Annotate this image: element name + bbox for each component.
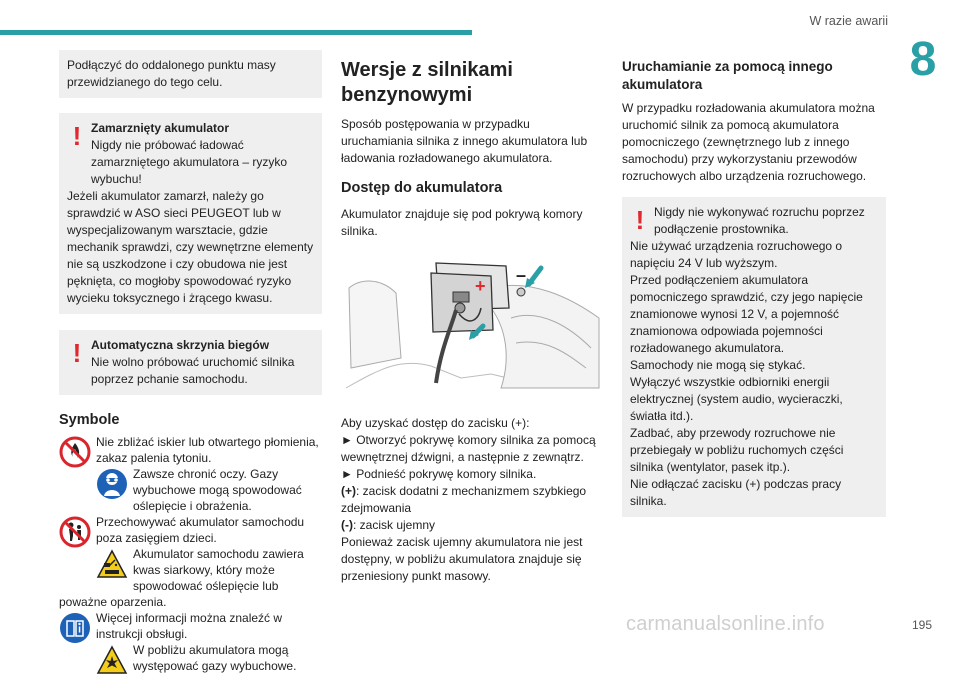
note-box <box>59 50 322 98</box>
symbol-text: W pobliżu akumulatora mogą występować gazy wybuchowe. <box>133 643 297 673</box>
symbol-item <box>59 546 322 610</box>
symbol-item <box>59 514 322 546</box>
symbols-heading: Symbole <box>59 412 120 428</box>
warning-line: Nigdy nie wykonywać rozruchu poprzez podłączenie prostownika. <box>654 205 865 236</box>
column-right <box>622 58 886 533</box>
note-text: Podłączyć do oddalonego punktu masy przewidzianego do tego celu. <box>67 58 276 89</box>
battery-location-figure <box>341 248 603 398</box>
header-accent-bar <box>0 30 472 35</box>
warning-body: Jeżeli akumulator zamarzł, należy go sprawdzić w ASO sieci PEUGEOT lub w wyspecjalizowanym warsztacie, gdzie mechanik sprawdzi, czy wewnętrzne elementy nie są uszkodzone i czy obudowa nie jest pęknięta, co mogłoby spowodować ryzyko wycieku toksycznego i żrącego kwasu. <box>67 189 314 305</box>
symbol-text: Zawsze chronić oczy. Gazy wybuchowe mogą spowodować oślepięcie i obrażenia. <box>133 467 302 513</box>
plus-terminal-label: + <box>475 276 486 296</box>
warning-line: Nie wolno próbować uruchomić silnika poprzez pchanie samochodu. <box>91 355 295 386</box>
warning-jump-start <box>622 197 886 517</box>
symbol-item <box>59 642 322 674</box>
outro-text: Ponieważ zacisk ujemny akumulatora nie jest dostępny, w pobliżu akumulatora znajduje się przeniesiony punkt masowy. <box>341 535 583 583</box>
children-away-icon <box>59 516 91 548</box>
acid-warning-icon <box>96 548 128 580</box>
column-left <box>59 50 322 676</box>
symbol-text: Przechowywać akumulator samochodu poza zasięgiem dzieci. <box>96 515 305 545</box>
intro-text: W przypadku rozładowania akumulatora można uruchomić silnik za pomocą akumulatora pomocniczego (zewnętrznego lub z innego samochodu) przy wykorzystaniu przewodów rozruchowych albo urządzenia rozruchowego. <box>622 101 875 183</box>
minus-terminal-label: – <box>516 265 527 285</box>
section-heading: Uruchamianie za pomocą innego akumulatora <box>622 59 833 92</box>
symbol-text: Akumulator samochodu zawiera kwas siarkowy, który może spowodować oślepięcie lub poważne oparzenia. <box>59 547 304 609</box>
warning-frozen-battery <box>59 113 322 314</box>
explosive-gas-icon <box>96 644 128 676</box>
warning-exclamation-icon: ! <box>72 338 82 368</box>
step-open-bonnet: ► Otworzyć pokrywę komory silnika za pomocą wewnętrznej dźwigni, a następnie z zewnątrz. <box>341 433 596 464</box>
warning-paragraph: Przed podłączeniem akumulatora pomocniczego sprawdzić, czy jego napięcie znamionowe wynosi 12 V, a pojemność znamionowa odpowiada pojemności rozładowanego akumulatora. <box>630 273 863 355</box>
warning-title: Zamarznięty akumulator <box>91 121 230 135</box>
page-number: 195 <box>911 618 932 632</box>
warning-exclamation-icon: ! <box>72 121 82 151</box>
warning-automatic-gearbox <box>59 330 322 395</box>
watermark: carmanualsonline.info <box>626 613 825 635</box>
subsection-heading: Dostęp do akumulatora <box>341 180 503 196</box>
manual-info-icon <box>59 612 91 644</box>
minus-terminal-desc: (-): zacisk ujemny <box>341 518 436 532</box>
warning-title: Automatyczna skrzynia biegów <box>91 338 270 352</box>
warning-exclamation-icon: ! <box>635 205 645 235</box>
symbol-item <box>59 610 322 642</box>
no-flame-icon <box>59 436 91 468</box>
chapter-number: 8 <box>909 33 937 86</box>
eye-protection-icon <box>96 468 128 500</box>
warning-paragraph: Nie używać urządzenia rozruchowego o napięciu 24 V lub wyższym. <box>630 239 843 270</box>
warning-paragraph: Samochody nie mogą się stykać. <box>630 358 806 372</box>
intro-text: Sposób postępowania w przypadku uruchamiania silnika z innego akumulatora lub ładowania rozładowanego akumulatora. <box>341 117 588 165</box>
symbol-item <box>59 466 322 514</box>
warning-paragraph: Nie odłączać zacisku (+) podczas pracy silnika. <box>630 477 842 508</box>
column-middle <box>341 58 603 585</box>
warning-paragraph: Wyłączyć wszystkie odbiorniki energii elektrycznej (system audio, wycieraczki, światła itd.). <box>630 375 843 423</box>
steps-intro: Aby uzyskać dostęp do zacisku (+): <box>341 416 530 430</box>
warning-line: Nigdy nie próbować ładować zamarzniętego akumulatora – ryzyko wybuchu! <box>91 138 288 186</box>
access-text: Akumulator znajduje się pod pokrywą komory silnika. <box>341 207 583 238</box>
step-raise-bonnet: ► Podnieść pokrywę komory silnika. <box>341 467 537 481</box>
symbol-text: Więcej informacji można znaleźć w instrukcji obsługi. <box>96 611 283 641</box>
section-title: W razie awarii <box>809 14 888 28</box>
warning-paragraph: Zadbać, aby przewody rozruchowe nie przebiegały w pobliżu ruchomych części silnika (wentylator, pasek itp.). <box>630 426 844 474</box>
symbol-item <box>59 434 322 466</box>
symbol-text: Nie zbliżać iskier lub otwartego płomienia, zakaz palenia tytoniu. <box>96 435 319 465</box>
section-heading: Wersje z silnikami benzynowymi <box>341 59 513 106</box>
plus-terminal-desc: (+): zacisk dodatni z mechanizmem szybkiego zdejmowania <box>341 484 587 515</box>
